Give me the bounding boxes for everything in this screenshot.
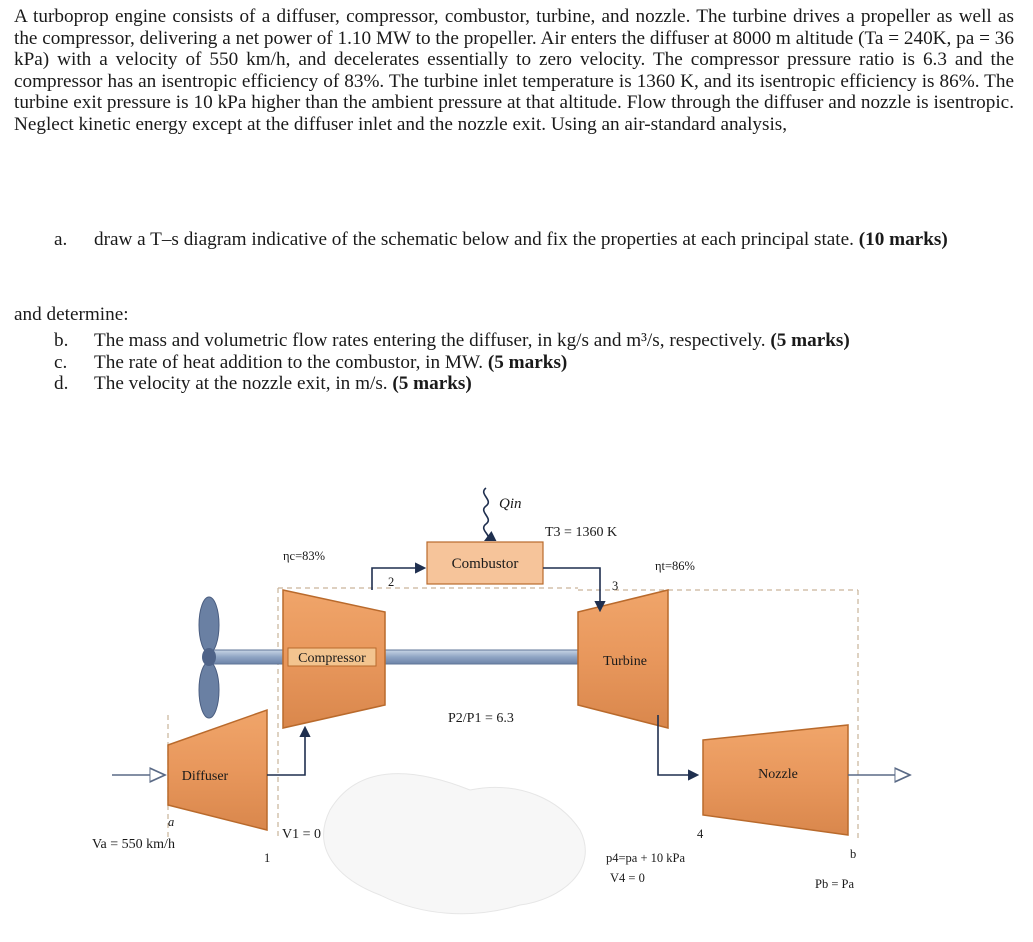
part-text: draw a T–s diagram indicative of the schematic below and fix the properties at each principal state. [94, 229, 854, 250]
part-marks: (5 marks) [487, 351, 568, 373]
part-label: c. [54, 351, 68, 373]
turbine-label: Turbine [603, 654, 647, 669]
shaft [205, 650, 623, 664]
v4-label: V4 = 0 [610, 871, 645, 885]
state-2-label: 2 [388, 575, 395, 589]
state-3-label: 3 [612, 579, 619, 593]
state-1-label: 1 [264, 851, 271, 865]
turbine-efficiency-label: ηt=86% [655, 559, 695, 573]
part-label: b. [54, 330, 69, 351]
problem-text: A turboprop engine consists of a diffuser, compressor, combustor, turbine, and nozzle. The turbine drives a propeller as well as the compressor, delivering a net power of 1.10 MW to the propeller. Air enters the diffuser at 8000 m altitude (Ta = 240K, pa = 36 kPa) with a velocity of 550 km/h, and decelerates essentially to zero velocity. The compressor pressure ratio is 6.3 and the compressor has an isentropic efficiency of 83%. The turbine inlet temperature is 1360 K, and its isentropic efficiency is 86%. The turbine exit pressure is 10 kPa higher than the ambient pressure at that altitude. Flow through the diffuser and nozzle is isentropic. Neglect kinetic energy except at the diffuser inlet and the nozzle exit. Using an air-standard analysis, [14, 6, 1014, 135]
part-label: a. [54, 229, 68, 250]
p4-label: p4=pa + 10 kPa [606, 851, 686, 865]
pb-label: Pb = Pa [815, 877, 855, 891]
compressor-label: Compressor [298, 651, 366, 666]
smudge-mark [324, 774, 586, 914]
state-4-label: 4 [697, 827, 704, 841]
part-label: d. [54, 373, 69, 395]
lead-in: and determine: [14, 304, 129, 325]
t3-label: T3 = 1360 K [545, 525, 618, 540]
nozzle-label: Nozzle [758, 767, 798, 782]
state-b-label: b [850, 847, 857, 861]
heat-in-label: Qin [499, 496, 522, 512]
part-marks: (5 marks) [770, 330, 850, 351]
state-a-label: a [168, 815, 175, 829]
v1-label: V1 = 0 [282, 827, 322, 842]
part-marks: (5 marks) [392, 373, 472, 395]
pressure-ratio-label: P2/P1 = 6.3 [448, 711, 514, 726]
inlet-velocity-label: Va = 550 km/h [92, 837, 175, 852]
compressor-efficiency-label: ηc=83% [283, 549, 326, 563]
combustor-label: Combustor [451, 556, 519, 572]
part-text: The rate of heat addition to the combustor, in MW. [94, 351, 484, 373]
part-text: The mass and volumetric flow rates entering the diffuser, in kg/s and m³/s, respectively. [94, 330, 766, 351]
part-text: The velocity at the nozzle exit, in m/s. [94, 373, 388, 395]
diffuser-label: Diffuser [181, 769, 229, 784]
heat-input-icon [484, 488, 489, 540]
part-marks: (10 marks) [858, 229, 948, 250]
